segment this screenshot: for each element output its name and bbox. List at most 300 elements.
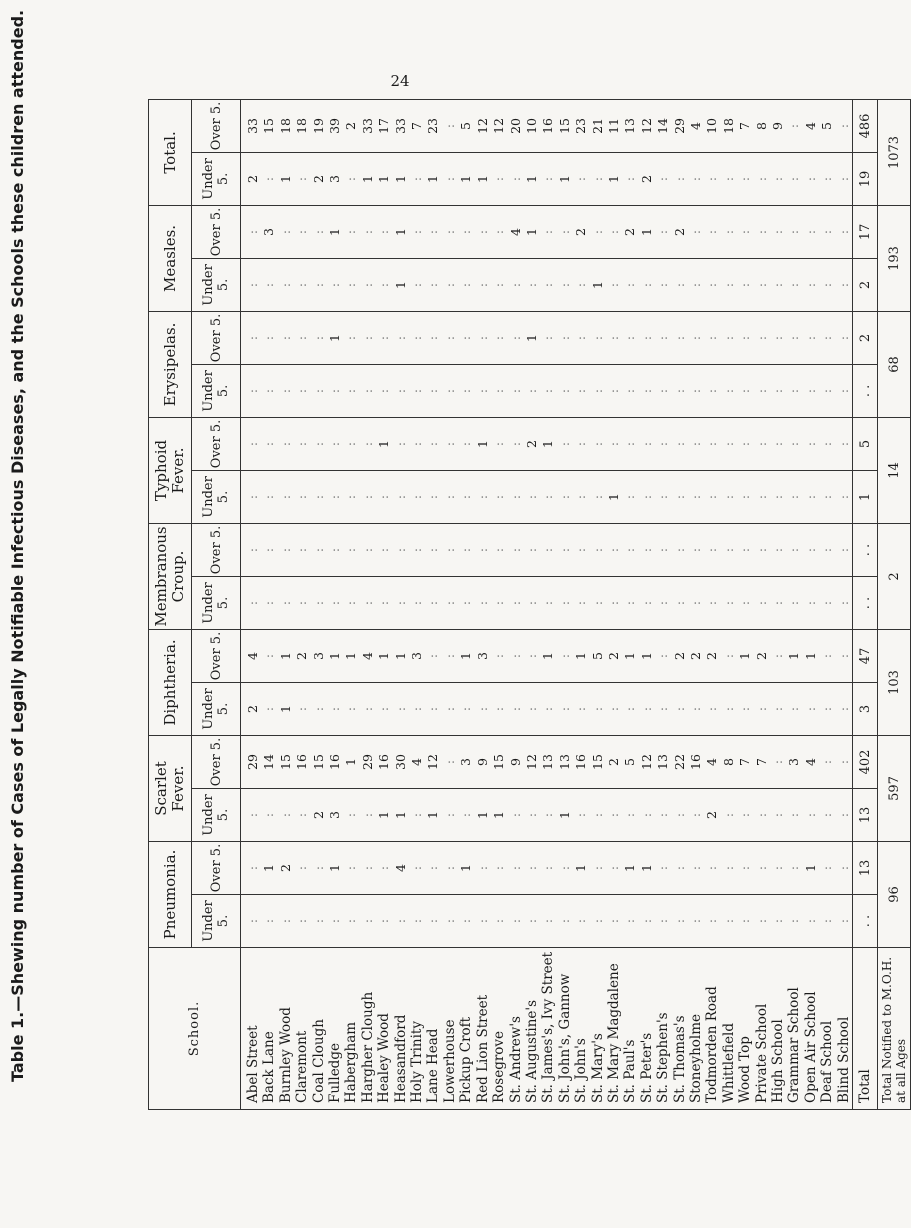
table-cell: 2: [343, 121, 359, 130]
table-cell: :: [638, 335, 654, 341]
table-cell: :: [556, 547, 572, 553]
table-cell: 22: [671, 754, 687, 770]
table-cell: :: [687, 812, 703, 818]
table-cell: :: [343, 441, 359, 447]
school-name: St. John's, Gannow: [556, 973, 573, 1103]
table-cell: :: [704, 547, 720, 553]
table-cell: :: [638, 547, 654, 553]
data-column-erysipelas-over5: [241, 311, 853, 364]
table-cell: 2: [605, 652, 621, 660]
table-cell: 10: [704, 118, 720, 134]
table-cell: 2: [523, 440, 539, 448]
table-cell: 12: [638, 754, 654, 770]
header-under-5: Under 5.: [192, 683, 241, 736]
table-cell: 1: [261, 864, 277, 872]
data-column-pneumonia-under5: [241, 895, 853, 948]
table-cell: :: [409, 812, 425, 818]
total-cell: 402: [853, 736, 878, 789]
table-cell: :: [819, 812, 835, 818]
table-cell: :: [671, 706, 687, 712]
table-cell: :: [655, 706, 671, 712]
table-cell: :: [392, 335, 408, 341]
header-over-5: Over 5.: [192, 842, 241, 895]
table-cell: :: [770, 918, 785, 924]
table-cell: 15: [310, 754, 326, 770]
table-cell: 1: [458, 175, 474, 183]
table-cell: :: [245, 547, 260, 553]
data-column-croup-over5: [241, 523, 853, 576]
table-cell: :: [474, 600, 490, 606]
table-cell: :: [589, 706, 605, 712]
page-title: Table 1.—Shewing number of Cases of Legally Notifiable Infectious Diseases, and the Schools these children attended.: [8, 10, 27, 1083]
table-cell: :: [819, 706, 835, 712]
table-cell: :: [491, 706, 507, 712]
table-cell: :: [737, 494, 753, 500]
header-under-5: Under 5.: [192, 895, 241, 948]
table-cell: :: [491, 547, 507, 553]
table-cell: 2: [245, 705, 260, 713]
table-cell: :: [392, 494, 408, 500]
table-cell: :: [671, 335, 687, 341]
header-over-5: Over 5.: [192, 736, 241, 789]
table-cell: 1: [327, 864, 343, 872]
table-cell: :: [441, 335, 457, 341]
table-cell: 1: [327, 652, 343, 660]
table-cell: :: [245, 441, 260, 447]
table-cell: 1: [343, 652, 359, 660]
table-cell: 5: [622, 758, 638, 766]
table-cell: 1: [425, 811, 441, 819]
table-cell: :: [573, 335, 589, 341]
table-cell: :: [589, 600, 605, 606]
school-name: Deaf School: [819, 1020, 836, 1103]
grand-totals-label: Total Notified to M.O.H. at all Ages: [878, 948, 911, 1110]
table-cell: :: [671, 865, 687, 871]
table-cell: :: [310, 441, 326, 447]
table-cell: :: [655, 176, 671, 182]
table-cell: :: [458, 282, 474, 288]
table-cell: :: [277, 812, 293, 818]
table-cell: 1: [589, 281, 605, 289]
table-cell: :: [343, 865, 359, 871]
table-cell: :: [720, 547, 736, 553]
table-cell: 1: [605, 493, 621, 501]
table-cell: :: [753, 547, 769, 553]
table-cell: :: [343, 706, 359, 712]
total-cell: 2: [853, 311, 878, 364]
table-cell: :: [687, 441, 703, 447]
table-cell: :: [589, 229, 605, 235]
table-cell: :: [245, 335, 260, 341]
table-cell: :: [523, 388, 539, 394]
table-cell: :: [687, 706, 703, 712]
table-cell: :: [753, 706, 769, 712]
table-cell: :: [409, 865, 425, 871]
table-cell: :: [819, 494, 835, 500]
table-cell: :: [737, 918, 753, 924]
table-cell: 3: [409, 652, 425, 660]
table-cell: 12: [491, 118, 507, 134]
table-cell: :: [392, 600, 408, 606]
table-cell: :: [359, 706, 375, 712]
table-cell: :: [819, 653, 835, 659]
table-cell: :: [638, 441, 654, 447]
table-cell: :: [720, 282, 736, 288]
table-cell: :: [294, 494, 310, 500]
table-cell: :: [802, 441, 818, 447]
table-cell: :: [474, 547, 490, 553]
table-cell: :: [819, 759, 835, 765]
table-cell: :: [245, 918, 260, 924]
table-cell: :: [786, 706, 802, 712]
table-cell: :: [819, 547, 835, 553]
table-cell: :: [441, 388, 457, 394]
school-name: St. Augustine's: [523, 999, 540, 1103]
table-cell: :: [294, 918, 310, 924]
table-cell: :: [835, 547, 851, 553]
table-cell: 2: [671, 228, 687, 236]
table-cell: 12: [638, 118, 654, 134]
school-name: Rosegrove: [491, 1030, 508, 1103]
table-cell: :: [835, 229, 851, 235]
table-cell: :: [835, 441, 851, 447]
table-cell: 1: [277, 652, 293, 660]
table-cell: :: [359, 229, 375, 235]
data-column-pneumonia-over5: [241, 842, 853, 895]
table-cell: :: [770, 441, 785, 447]
table-cell: :: [425, 653, 441, 659]
header-under-5: Under 5.: [192, 470, 241, 523]
total-cell: 486: [853, 99, 878, 152]
table-cell: :: [753, 388, 769, 394]
grand-totals-row: [878, 99, 911, 1109]
table-cell: :: [245, 494, 260, 500]
table-cell: :: [523, 600, 539, 606]
header-erysipelas: Erysipelas.: [149, 311, 192, 417]
table-cell: :: [507, 547, 523, 553]
table-cell: :: [819, 600, 835, 606]
table-cell: :: [556, 706, 572, 712]
table-cell: :: [474, 335, 490, 341]
header-over-5: Over 5.: [192, 417, 241, 470]
table-cell: :: [671, 918, 687, 924]
table-cell: :: [294, 547, 310, 553]
data-column-diphtheria-under5: [241, 683, 853, 736]
table-cell: :: [605, 547, 621, 553]
grand-total-cell: 14: [878, 417, 911, 523]
table-cell: :: [622, 388, 638, 394]
table-cell: :: [359, 865, 375, 871]
table-cell: 2: [704, 652, 720, 660]
table-cell: :: [359, 812, 375, 818]
header-over-5: Over 5.: [192, 630, 241, 683]
table-cell: 1: [786, 652, 802, 660]
page-number: 24: [390, 72, 410, 90]
table-cell: :: [294, 388, 310, 394]
table-cell: :: [376, 494, 392, 500]
table-cell: :: [687, 282, 703, 288]
school-name: Wood Top: [737, 1036, 754, 1103]
table-cell: :: [523, 812, 539, 818]
table-cell: :: [704, 229, 720, 235]
table-cell: :: [507, 706, 523, 712]
table-cell: :: [786, 176, 802, 182]
table-cell: :: [491, 176, 507, 182]
table-cell: :: [770, 282, 785, 288]
total-cell: 47: [853, 630, 878, 683]
table-cell: :: [655, 229, 671, 235]
table-cell: :: [540, 918, 556, 924]
table-cell: :: [441, 176, 457, 182]
table-cell: :: [720, 229, 736, 235]
table-cell: 1: [376, 175, 392, 183]
table-cell: 1: [638, 228, 654, 236]
table-cell: 12: [523, 754, 539, 770]
school-name: St. Mary Magdalene: [605, 963, 622, 1103]
table-cell: :: [507, 441, 523, 447]
table-cell: :: [802, 547, 818, 553]
table-cell: :: [327, 388, 343, 394]
table-cell: :: [261, 600, 277, 606]
table-cell: 1: [392, 281, 408, 289]
school-name: Private School: [753, 1003, 770, 1103]
table-cell: :: [671, 388, 687, 394]
table-cell: 9: [507, 758, 523, 766]
table-cell: :: [425, 918, 441, 924]
table-cell: 33: [245, 118, 260, 134]
table-cell: :: [655, 600, 671, 606]
table-cell: 16: [540, 118, 556, 134]
table-cell: 19: [310, 118, 326, 134]
table-cell: :: [802, 706, 818, 712]
notifiable-diseases-table: [148, 99, 911, 1110]
table-cell: 1: [392, 175, 408, 183]
table-cell: :: [277, 229, 293, 235]
table-cell: :: [507, 335, 523, 341]
table-cell: :: [376, 547, 392, 553]
table-cell: 7: [737, 758, 753, 766]
table-cell: :: [786, 441, 802, 447]
table-cell: 2: [310, 175, 326, 183]
table-cell: :: [556, 865, 572, 871]
table-cell: 1: [376, 440, 392, 448]
table-cell: :: [491, 388, 507, 394]
table-cell: :: [359, 547, 375, 553]
table-cell: :: [770, 759, 785, 765]
table-cell: :: [589, 388, 605, 394]
table-cell: 1: [277, 705, 293, 713]
data-column-total-over5: [241, 99, 853, 152]
table-cell: :: [671, 812, 687, 818]
table-cell: :: [573, 282, 589, 288]
table-cell: :: [737, 388, 753, 394]
table-cell: 3: [327, 175, 343, 183]
table-cell: :: [491, 865, 507, 871]
table-cell: :: [507, 653, 523, 659]
table-cell: :: [261, 494, 277, 500]
table-cell: :: [737, 335, 753, 341]
total-cell: 13: [853, 842, 878, 895]
table-cell: :: [638, 282, 654, 288]
table-cell: :: [786, 282, 802, 288]
table-cell: :: [392, 918, 408, 924]
table-cell: :: [589, 494, 605, 500]
table-cell: :: [409, 388, 425, 394]
table-cell: :: [491, 653, 507, 659]
table-cell: :: [261, 706, 277, 712]
table-cell: :: [835, 176, 851, 182]
table-cell: :: [310, 865, 326, 871]
table-cell: 12: [474, 118, 490, 134]
table-cell: :: [392, 388, 408, 394]
table-cell: 3: [474, 652, 490, 660]
school-name: Whittlefield: [720, 1023, 737, 1103]
table-cell: :: [359, 441, 375, 447]
total-cell: 3: [853, 683, 878, 736]
total-cell: 5: [853, 417, 878, 470]
table-cell: :: [638, 494, 654, 500]
grand-total-cell: 1073: [878, 99, 911, 205]
table-cell: :: [245, 282, 260, 288]
header-row-diseases: [149, 99, 192, 1109]
school-name: St. Thomas's: [671, 1015, 688, 1103]
table-cell: :: [556, 388, 572, 394]
table-cell: 7: [753, 758, 769, 766]
table-cell: :: [753, 176, 769, 182]
table-cell: :: [802, 812, 818, 818]
table-cell: :: [638, 812, 654, 818]
table-cell: 2: [310, 811, 326, 819]
table-cell: :: [737, 441, 753, 447]
table-cell: 1: [474, 175, 490, 183]
table-cell: :: [327, 547, 343, 553]
table-cell: :: [802, 918, 818, 924]
table-cell: :: [819, 441, 835, 447]
table-cell: :: [376, 706, 392, 712]
header-under-5: Under 5.: [192, 152, 241, 205]
table-cell: :: [294, 282, 310, 288]
table-cell: :: [409, 176, 425, 182]
table-cell: 1: [425, 175, 441, 183]
table-cell: :: [704, 600, 720, 606]
school-name: Lane Head: [425, 1028, 442, 1103]
table-cell: :: [622, 600, 638, 606]
table-cell: 1: [573, 864, 589, 872]
table-cell: :: [655, 865, 671, 871]
table-cell: 1: [327, 334, 343, 342]
table-cell: :: [835, 706, 851, 712]
table-cell: :: [474, 918, 490, 924]
table-cell: 4: [409, 758, 425, 766]
table-cell: :: [294, 335, 310, 341]
header-membranous-croup: Membranous Croup.: [149, 523, 192, 629]
table-cell: 1: [802, 652, 818, 660]
table-cell: :: [294, 229, 310, 235]
table-cell: 16: [327, 754, 343, 770]
table-cell: :: [770, 229, 785, 235]
total-cell: . .: [853, 895, 878, 948]
table-cell: :: [556, 653, 572, 659]
table-cell: 1: [523, 334, 539, 342]
table-cell: :: [687, 229, 703, 235]
header-typhoid-fever: Typhoid Fever.: [149, 417, 192, 523]
table-cell: :: [491, 335, 507, 341]
table-cell: :: [409, 494, 425, 500]
table-cell: :: [655, 494, 671, 500]
table-cell: :: [441, 706, 457, 712]
table-cell: :: [770, 812, 785, 818]
table-cell: :: [671, 494, 687, 500]
table-cell: :: [277, 441, 293, 447]
table-cell: :: [770, 600, 785, 606]
totals-row: [853, 99, 878, 1109]
table-cell: :: [770, 494, 785, 500]
table-cell: 1: [491, 811, 507, 819]
school-name: St. Andrew's: [507, 1016, 524, 1103]
table-cell: 9: [474, 758, 490, 766]
table-cell: :: [655, 812, 671, 818]
table-cell: :: [622, 706, 638, 712]
table-cell: :: [261, 918, 277, 924]
school-column-header: School.: [149, 948, 241, 1110]
table-cell: :: [655, 282, 671, 288]
total-cell: 13: [853, 789, 878, 842]
table-cell: :: [605, 229, 621, 235]
table-cell: :: [441, 918, 457, 924]
table-cell: 14: [261, 754, 277, 770]
table-cell: :: [359, 600, 375, 606]
table-cell: :: [605, 441, 621, 447]
table-cell: :: [589, 812, 605, 818]
table-cell: :: [474, 282, 490, 288]
table-cell: :: [507, 918, 523, 924]
table-cell: 18: [277, 118, 293, 134]
table-cell: :: [655, 335, 671, 341]
table-cell: :: [786, 494, 802, 500]
table-cell: :: [376, 600, 392, 606]
table-cell: :: [409, 600, 425, 606]
table-cell: 1: [327, 228, 343, 236]
grand-total-cell: 193: [878, 205, 911, 311]
table-cell: :: [277, 335, 293, 341]
table-cell: :: [261, 441, 277, 447]
table-cell: :: [704, 494, 720, 500]
table-cell: 1: [638, 652, 654, 660]
school-name: Lowerhouse: [441, 1019, 458, 1103]
table-cell: :: [704, 388, 720, 394]
table-cell: :: [359, 282, 375, 288]
table-cell: :: [458, 812, 474, 818]
table-cell: :: [573, 706, 589, 712]
table-cell: 2: [294, 652, 310, 660]
school-list: [241, 948, 853, 1110]
table-cell: 1: [458, 652, 474, 660]
table-cell: :: [720, 918, 736, 924]
table-cell: :: [835, 918, 851, 924]
table-cell: :: [573, 441, 589, 447]
table-cell: :: [540, 229, 556, 235]
table-cell: :: [261, 335, 277, 341]
table-cell: 1: [622, 652, 638, 660]
table-cell: 1: [392, 811, 408, 819]
total-cell: 2: [853, 258, 878, 311]
school-name: Healey Wood: [376, 1013, 393, 1103]
table-cell: 8: [720, 758, 736, 766]
table-cell: :: [310, 547, 326, 553]
header-over-5: Over 5.: [192, 523, 241, 576]
table-cell: :: [802, 282, 818, 288]
table-cell: :: [802, 494, 818, 500]
